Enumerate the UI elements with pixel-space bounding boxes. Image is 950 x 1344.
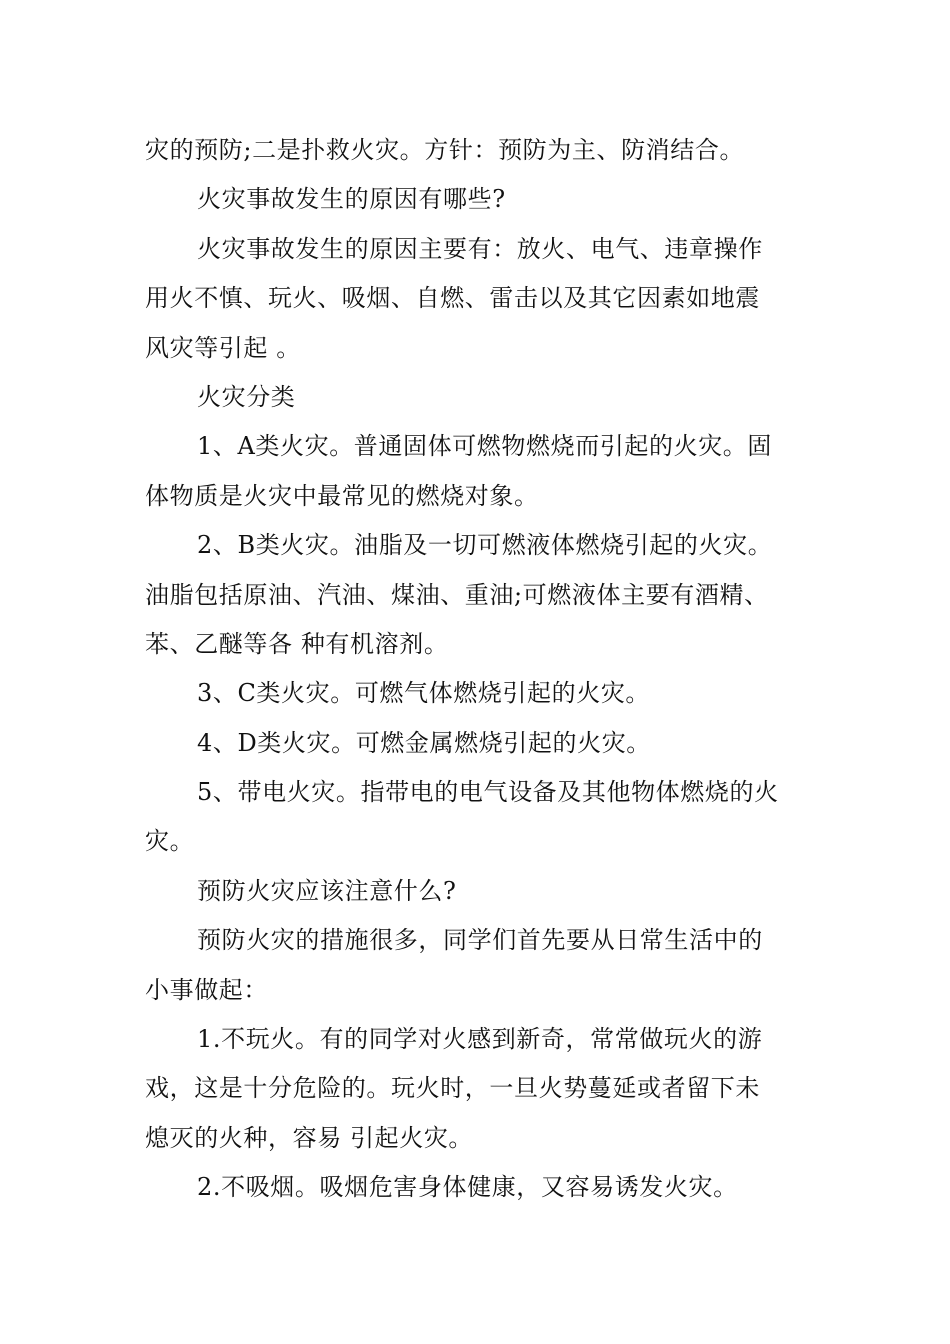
list-item: 1、A类火灾。普通固体可燃物燃烧而引起的火灾。固 (197, 432, 772, 461)
paragraph-line: 小事做起： (145, 975, 268, 1004)
paragraph-line: 预防火灾的措施很多，同学们首先要从日常生活中的 (197, 926, 763, 955)
list-item: 1.不玩火。有的同学对火感到新奇，常常做玩火的游 (197, 1025, 763, 1054)
document-body (145, 126, 805, 1213)
paragraph-line: 风灾等引起 。 (145, 333, 301, 362)
section-heading: 火灾分类 (197, 382, 296, 411)
paragraph-line: 体物质是火灾中最常见的燃烧对象。 (145, 481, 539, 510)
question-heading: 火灾事故发生的原因有哪些? (197, 185, 506, 214)
paragraph-line: 火灾事故发生的原因主要有：放火、电气、违章操作 (197, 234, 763, 263)
paragraph-line: 熄灭的火种，容易 引起火灾。 (145, 1123, 474, 1152)
list-item: 4、D类火灾。可燃金属燃烧引起的火灾。 (197, 728, 651, 757)
paragraph-line: 苯、乙醚等各 种有机溶剂。 (145, 629, 449, 658)
list-item: 2、B类火灾。油脂及一切可燃液体燃烧引起的火灾。 (197, 531, 773, 560)
list-item: 2.不吸烟。吸烟危害身体健康，又容易诱发火灾。 (197, 1173, 738, 1202)
paragraph-line: 戏，这是十分危险的。玩火时，一旦火势蔓延或者留下未 (145, 1074, 760, 1103)
paragraph-line: 用火不慎、玩火、吸烟、自燃、雷击以及其它因素如地震 (145, 284, 760, 313)
paragraph-line: 灾的预防;二是扑救火灾。方针：预防为主、防消结合。 (145, 136, 745, 164)
list-item: 5、带电火灾。指带电的电气设备及其他物体燃烧的火 (197, 778, 779, 807)
list-item: 3、C类火灾。可燃气体燃烧引起的火灾。 (197, 679, 651, 708)
paragraph-line: 油脂包括原油、汽油、煤油、重油;可燃液体主要有酒精、 (145, 580, 769, 609)
question-heading: 预防火灾应该注意什么? (197, 876, 457, 905)
paragraph-line: 灾。 (145, 827, 195, 856)
